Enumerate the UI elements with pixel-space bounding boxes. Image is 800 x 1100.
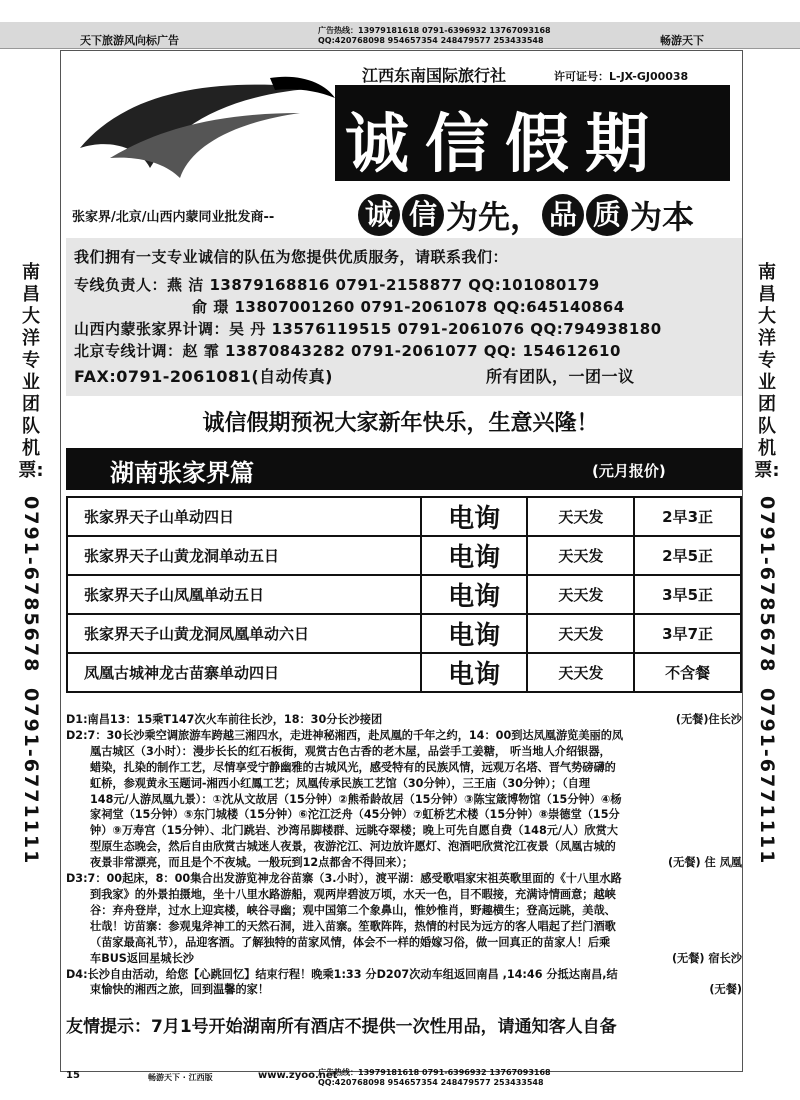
section-header [66, 448, 742, 490]
route-name: 张家界天子山凤凰单动五日 [67, 575, 421, 614]
contact-line: 山西内蒙张家界计调：吴 丹 13576119515 0791-2061076 QQ:794938180 [74, 320, 662, 338]
slogan-char: 品 [542, 194, 584, 236]
route-price: 电询 [421, 614, 528, 653]
website-link[interactable]: www.zyoo.net [258, 1070, 338, 1081]
itinerary-line: D3:7：00起床，8：00集合出发游览神龙谷苗寨（3.小时），渡平湖：感受歌唱家宋祖英歌里面的《十八里水路 [66, 872, 622, 886]
route-name: 凤凰古城神龙古苗寨单动四日 [67, 653, 421, 692]
itinerary [66, 712, 742, 998]
route-standard: 不含餐 [634, 653, 741, 692]
fax-line: FAX:0791-2061081(自动传真) [74, 367, 333, 386]
side-phone-left-2: 0791-6771111 [20, 688, 42, 866]
magazine-name: 畅游天下 · 江西版 [148, 1073, 213, 1082]
slogan-char: 质 [586, 194, 628, 236]
header-qq: QQ:420768098 954657354 248479577 253433548 [318, 36, 544, 45]
table-row [67, 653, 741, 692]
route-name: 张家界天子山黄龙洞凤凰单动六日 [67, 614, 421, 653]
price-table [66, 496, 742, 693]
route-departure: 天天发 [527, 575, 634, 614]
itinerary-line: (无餐) 住 凤凰 夜景非常漂亮，而且是个不夜城。一般玩到12点都舍不得回来）； [90, 856, 742, 870]
route-price: 电询 [421, 653, 528, 692]
route-price: 电询 [421, 497, 528, 536]
itinerary-line: 型原生态晚会，然后自由欣赏古城迷人夜景，夜游沱江、河边放许愿灯、泡酒吧欣赏沱江夜景（凤凰古城的 [90, 840, 616, 854]
section-subtitle: (元月报价) [592, 462, 666, 480]
route-standard: 3早7正 [634, 614, 741, 653]
slogan-text: 为先， [446, 198, 543, 236]
page-number: 15 [66, 1070, 80, 1081]
itinerary-meal: (无餐) 住 凤凰 [668, 856, 742, 870]
contact-line: 俞 璟 13807001260 0791-2061078 QQ:645140864 [192, 298, 625, 316]
section-title: 湖南张家界篇 [110, 459, 254, 487]
table-row [67, 614, 741, 653]
header-hotline: 广告热线：13979181618 0791-6396932 13767093168 [318, 26, 551, 35]
itinerary-line: (无餐) 束愉快的湘西之旅，回到温馨的家！ [90, 983, 742, 997]
itinerary-line: (无餐) 宿长沙 车BUS返回星城长沙 [90, 951, 742, 965]
side-phone-right-1: 0791-6785678 [756, 496, 778, 674]
table-row [67, 497, 741, 536]
route-departure: 天天发 [527, 536, 634, 575]
slogan-char: 信 [402, 194, 444, 236]
itinerary-line: 家祠堂（15分钟）⑤东门城楼（15分钟）⑥沱江泛舟（45分钟）⑦虹桥艺术楼（15分钟）⑧崇德堂（15分 [90, 808, 620, 822]
agency-name: 江西东南国际旅行社 [362, 66, 507, 85]
table-row [67, 536, 741, 575]
itinerary-meal: (无餐)住长沙 [675, 713, 742, 726]
route-departure: 天天发 [527, 497, 634, 536]
route-price: 电询 [421, 536, 528, 575]
itinerary-line: (无餐)住长沙 D1:南昌13：15乘T147次火车前往长沙，18：30分长沙接团 [66, 713, 742, 726]
contact-intro: 我们拥有一支专业诚信的队伍为您提供优质服务，请联系我们： [74, 248, 509, 266]
wholesale-tagline: 张家界/北京/山西内蒙同业批发商-- [72, 210, 275, 225]
side-label-left: 南昌大洋专业团队机票: [18, 262, 44, 481]
itinerary-line: D2:7：30长沙乘空调旅游车跨越三湘四水，走进神秘湘西，赴凤凰的千年之约，14：00到达凤凰游览美丽的凤 [66, 728, 624, 742]
table-row [67, 575, 741, 614]
contact-panel [66, 238, 742, 396]
contact-line: 北京专线计调：赵 霏 13870843282 0791-2061077 QQ: 154612610 [74, 342, 621, 360]
footer-qq: QQ:420768098 954657354 248479577 253433548 [318, 1078, 544, 1087]
itinerary-line: 到我家》的外景拍摄地，坐十八里水路游船，观两岸碧波万顷，水天一色，目不暇接，充满诗情画意；越峡 [90, 887, 616, 901]
side-label-right: 南昌大洋专业团队机票: [754, 262, 780, 481]
route-name: 张家界天子山黄龙洞单动五日 [67, 536, 421, 575]
route-name: 张家界天子山单动四日 [67, 497, 421, 536]
header-left-label: 天下旅游风向标广告 [80, 34, 179, 47]
brand-title: 诚信假期 [345, 107, 665, 182]
itinerary-line: 虹桥，参观黄永玉题词-湘西小红鳳工艺；凤凰传承民族工艺馆（30分钟），三王庙（30分钟）；（自理 [90, 776, 591, 790]
itinerary-line: 凰古城区（3小时）：漫步长长的红石板街，观赏古色古香的老木屋，品尝手工姜糖， 听当地人介绍银器， [90, 744, 611, 758]
route-standard: 2早5正 [634, 536, 741, 575]
itinerary-line: 蜡染，扎染的制作工艺，尽情享受宁静幽雅的古城风光，感受特有的民族风情，远观万名塔、晋气势磅礴的 [90, 760, 616, 774]
header-right-label: 畅游天下 [660, 34, 704, 47]
itinerary-meal: (无餐) [709, 983, 742, 997]
contact-line: 专线负责人：燕 洁 13879168816 0791-2158877 QQ:101080179 [74, 276, 600, 294]
side-phone-right-2: 0791-6771111 [756, 688, 778, 866]
footer-hotline: 广告热线：13979181618 0791-6396932 13767093168 [318, 1068, 551, 1077]
route-standard: 2早3正 [634, 497, 741, 536]
new-year-greeting: 诚信假期预祝大家新年快乐，生意兴隆！ [202, 411, 599, 436]
route-departure: 天天发 [527, 653, 634, 692]
itinerary-line: 谷：弃舟登岸，过水上迎宾楼，峡谷寻幽；观中国第二个象鼻山，惟妙惟肖，野趣横生；登高远眺，美哉、 [90, 903, 616, 917]
itinerary-line: 钟）⑨万寿宫（15分钟）、北门跳岩、沙湾吊脚楼群、远眺夺翠楼；晚上可先自愿自费（148元/人）欣赏大 [90, 824, 618, 838]
side-phone-left-1: 0791-6785678 [20, 496, 42, 674]
itinerary-line: （苗家最高礼节），品迎客酒。了解独特的苗家风情，体会不一样的婚嫁习俗，做一回真正的苗家人！后乘 [90, 935, 611, 949]
swoosh-logo-icon [70, 68, 340, 188]
itinerary-line: 148元/人游凤凰九景）：①沈从文故居（15分钟）②熊希龄故居（15分钟）③陈宝箴博物馆（15分钟）④杨 [90, 792, 622, 806]
route-standard: 3早5正 [634, 575, 741, 614]
itinerary-line: D4:长沙自由活动，给您【心跳回忆】结束行程！晚乘1:33 分D207次动车组返回南昌 ,14:46 分抵达南昌,结 [66, 967, 618, 981]
slogan-char: 诚 [358, 194, 400, 236]
itinerary-meal: (无餐) 宿长沙 [671, 951, 742, 965]
slogan-text: 为本 [630, 198, 695, 236]
itinerary-line: 壮哉！访苗寨：参观鬼斧神工的天然石洞，进入苗寨。笙歌阵阵，热情的村民为远方的客人唱起了拦门酒歌 [90, 919, 616, 933]
license-number: 许可证号：L-JX-GJ00038 [554, 70, 689, 83]
friendly-tip: 友情提示：7月1号开始湖南所有酒店不提供一次性用品，请通知客人自备 [66, 1017, 617, 1037]
route-departure: 天天发 [527, 614, 634, 653]
slogan [358, 192, 694, 238]
fax-note: 所有团队，一团一议 [486, 367, 635, 386]
route-price: 电询 [421, 575, 528, 614]
